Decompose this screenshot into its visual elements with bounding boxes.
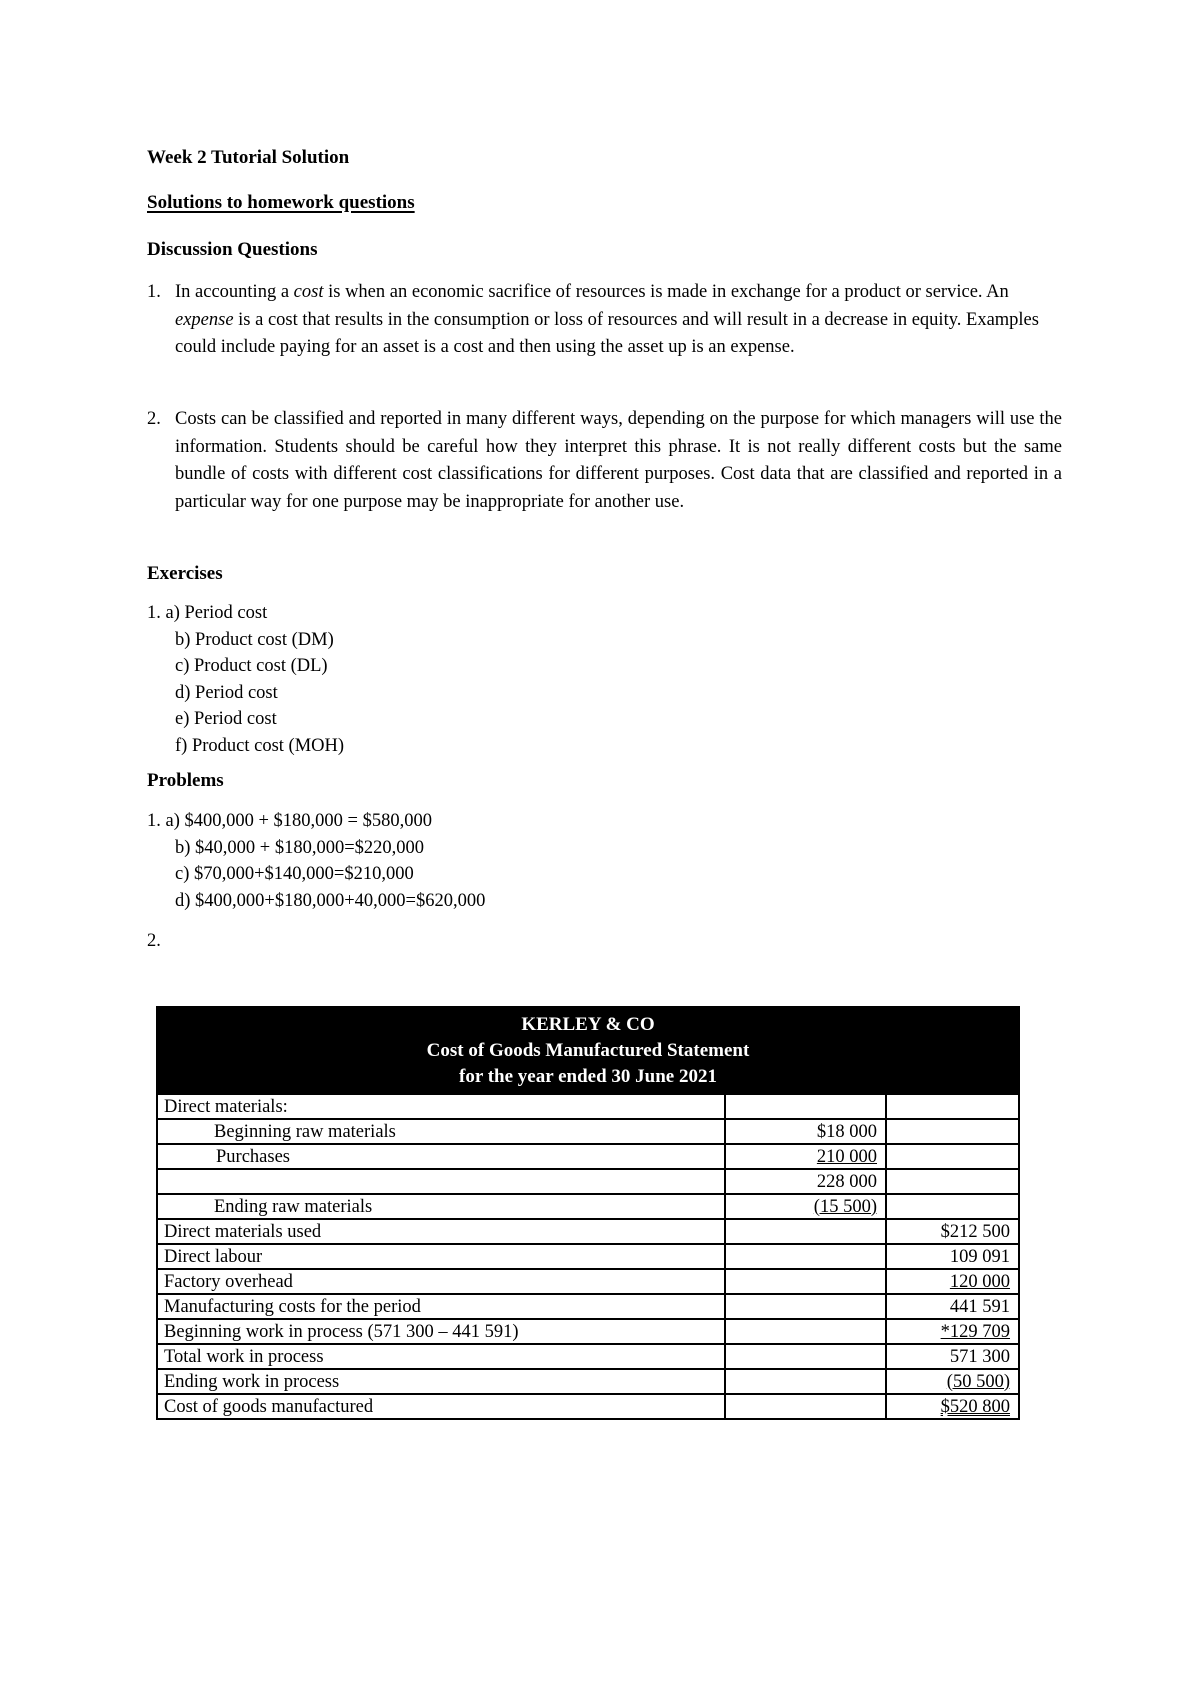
row-subtotal [725, 1269, 886, 1294]
row-label: Direct materials used [157, 1219, 725, 1244]
discussion-item-2 [147, 406, 1062, 516]
row-subtotal: 228 000 [725, 1169, 886, 1194]
row-label: Factory overhead [157, 1269, 725, 1294]
exercise-item: e) Period cost [175, 709, 277, 729]
table-row [157, 1319, 1019, 1344]
row-subtotal: (15 500) [813, 1196, 877, 1217]
problem-item: b) $40,000 + $180,000=$220,000 [175, 837, 425, 858]
row-subtotal: $18 000 [725, 1119, 886, 1144]
row-total [886, 1194, 1019, 1219]
row-total: 571 300 [886, 1344, 1019, 1369]
table-row [157, 1394, 1019, 1419]
text: is when an economic sacrifice of resources is made in exchange for a product or service. An [323, 282, 1009, 302]
row-label: Ending raw materials [157, 1194, 725, 1219]
row-label: Beginning raw materials [157, 1119, 725, 1144]
term-expense: expense [175, 309, 234, 330]
row-label [157, 1169, 725, 1194]
row-label: Cost of goods manufactured [157, 1394, 725, 1419]
row-total [886, 1144, 1019, 1169]
text: In accounting a [175, 282, 294, 302]
cogm-statement-table [156, 1006, 1020, 1420]
table-row [157, 1119, 1019, 1144]
exercise-item: b) Product cost (DM) [175, 629, 334, 650]
row-subtotal [725, 1344, 886, 1369]
discussion-item-1 [147, 279, 1062, 362]
document-title: Week 2 Tutorial Solution [147, 147, 350, 168]
row-subtotal [725, 1319, 886, 1344]
table-row [157, 1219, 1019, 1244]
row-total: 441 591 [886, 1294, 1019, 1319]
row-subtotal: 210 000 [816, 1146, 877, 1167]
exercise-item: 1. a) Period cost [147, 603, 268, 623]
problem-item: d) $400,000+$180,000+40,000=$620,000 [175, 890, 486, 911]
row-subtotal [725, 1394, 886, 1419]
statement-period: for the year ended 30 June 2021 [459, 1066, 717, 1087]
item-number: 2. [147, 409, 161, 429]
item-number: 1. [147, 282, 161, 302]
row-total [886, 1094, 1019, 1119]
row-subtotal [725, 1244, 886, 1269]
item-text: Costs can be classified and reported in many different ways, depending on the purpose for which managers will use the information. Students should be careful how they interpret this phrase. It is not really different costs but the same bundle of costs with different cost classifications for different purposes. Cost data that are classified and reported in a particular way for one purpose may be inappropriate for another use. [175, 409, 1062, 512]
exercises-list [147, 600, 344, 759]
table-row [157, 1369, 1019, 1394]
statement-title: Cost of Goods Manufactured Statement [426, 1040, 750, 1061]
row-label: Total work in process [157, 1344, 725, 1369]
exercise-item: f) Product cost (MOH) [175, 735, 345, 756]
row-total: $520 800 [940, 1396, 1010, 1417]
row-total: *129 709 [940, 1321, 1010, 1342]
statement-header [157, 1007, 1019, 1094]
table-row [157, 1094, 1019, 1119]
row-label: Direct materials: [157, 1094, 725, 1119]
table-row [157, 1194, 1019, 1219]
row-label: Purchases [157, 1144, 725, 1169]
term-cost: cost [293, 282, 324, 302]
row-total [886, 1169, 1019, 1194]
row-subtotal [725, 1219, 886, 1244]
table-row [157, 1344, 1019, 1369]
row-total: 120 000 [949, 1271, 1010, 1292]
problem-item: 1. a) $400,000 + $180,000 = $580,000 [147, 811, 432, 831]
row-subtotal [725, 1369, 886, 1394]
problem-2-label: 2. [147, 931, 161, 951]
row-total: (50 500) [946, 1371, 1010, 1392]
row-total [886, 1119, 1019, 1144]
discussion-heading: Discussion Questions [147, 239, 318, 260]
row-subtotal [725, 1294, 886, 1319]
row-label: Beginning work in process (571 300 – 441 591) [157, 1319, 725, 1344]
row-label: Ending work in process [157, 1369, 725, 1394]
section-subtitle: Solutions to homework questions [147, 192, 415, 213]
problem-item: c) $70,000+$140,000=$210,000 [175, 864, 414, 884]
table-row [157, 1169, 1019, 1194]
row-label: Manufacturing costs for the period [157, 1294, 725, 1319]
table-row [157, 1294, 1019, 1319]
row-total: 109 091 [886, 1244, 1019, 1269]
row-subtotal [725, 1094, 886, 1119]
table-row [157, 1244, 1019, 1269]
company-name: KERLEY & CO [521, 1014, 655, 1035]
problems-heading: Problems [147, 770, 224, 791]
table-row [157, 1144, 1019, 1169]
text: is a cost that results in the consumption or loss of resources and will result in a decrease in equity. Examples could include paying for an asset is a cost and then using the asset up is an expense. [175, 309, 1039, 357]
exercises-heading: Exercises [147, 563, 223, 584]
exercise-item: c) Product cost (DL) [175, 656, 328, 676]
row-total: $212 500 [886, 1219, 1019, 1244]
problems-list [147, 808, 485, 914]
table-row [157, 1269, 1019, 1294]
exercise-item: d) Period cost [175, 682, 278, 703]
row-label: Direct labour [157, 1244, 725, 1269]
